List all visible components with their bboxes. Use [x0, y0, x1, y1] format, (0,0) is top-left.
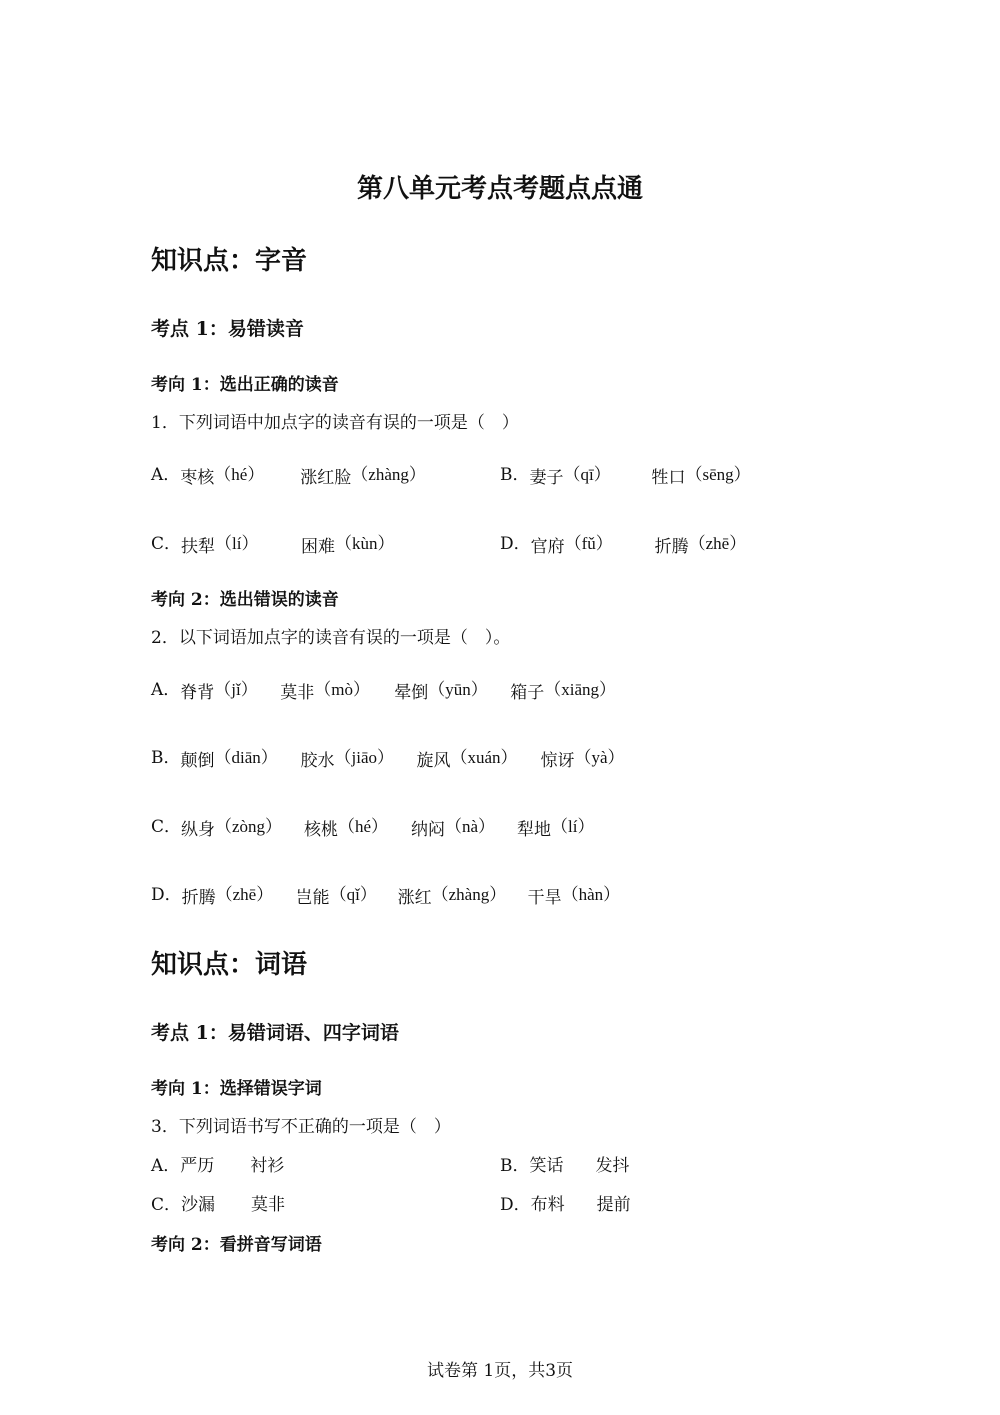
option-pinyin: （jiāo）	[334, 748, 394, 767]
q3-option-c	[151, 1190, 285, 1215]
option-word: 惊讶	[540, 751, 575, 771]
option-pinyin: （zhàng）	[431, 885, 507, 904]
option-letter: D．	[500, 1195, 531, 1215]
option-pinyin: （zhē）	[215, 885, 274, 904]
option-pinyin: （lí）	[551, 817, 595, 836]
option-word: 严历	[180, 1156, 215, 1176]
option-word: 官府	[530, 537, 565, 557]
option-word: 核桃	[304, 820, 339, 840]
option-word: 脊背	[180, 683, 215, 703]
option-letter: D．	[500, 534, 531, 554]
option-letter: B．	[500, 1156, 530, 1176]
question-stem: 1．下列词语中加点字的读音有误的一项是（ ）	[151, 413, 519, 433]
option-word: 涨红	[397, 888, 432, 908]
q2-option-d	[151, 880, 621, 908]
option-pinyin: （jǐ）	[214, 680, 258, 699]
question-stem: 2．以下词语加点字的读音有误的一项是（ ）。	[151, 628, 511, 648]
kaoxiang-heading: 考向 1：选出正确的读音	[151, 375, 339, 395]
option-word: 纳闷	[411, 820, 446, 840]
option-pinyin: （fǔ）	[564, 534, 613, 553]
question-stem: 3．下列词语书写不正确的一项是（ ）	[151, 1117, 451, 1137]
option-word: 犁地	[517, 820, 552, 840]
q3-option-a	[151, 1151, 284, 1176]
option-word: 涨红脸	[300, 468, 352, 488]
option-pinyin: （qǐ）	[329, 885, 377, 904]
option-word: 扶犁	[181, 537, 216, 557]
option-word: 胶水	[300, 751, 335, 771]
option-word: 枣核	[180, 468, 215, 488]
q2-option-b	[151, 743, 625, 771]
option-pinyin: （mò）	[314, 680, 371, 699]
option-pinyin: （hé）	[338, 817, 389, 836]
option-word: 箱子	[510, 683, 545, 703]
option-letter: C．	[151, 534, 182, 554]
q1-option-b	[500, 460, 751, 488]
option-word: 折腾	[654, 537, 689, 557]
q1-option-c	[151, 529, 395, 557]
option-letter: C．	[151, 1195, 182, 1215]
option-pinyin: （kùn）	[335, 534, 395, 553]
option-word: 岂能	[295, 888, 330, 908]
option-word: 妻子	[529, 468, 564, 488]
option-letter: A．	[151, 1156, 181, 1176]
option-word: 旋风	[416, 751, 451, 771]
option-word: 晕倒	[394, 683, 429, 703]
option-letter: B．	[151, 748, 181, 768]
kaoxiang-heading: 考向 2：选出错误的读音	[151, 590, 339, 610]
option-pinyin: （sēng）	[685, 465, 751, 484]
section-heading-pronunciation: 知识点：字音	[151, 246, 308, 276]
option-word: 衬衫	[250, 1156, 285, 1176]
page-footer: 试卷第 1页，共3页	[426, 1361, 574, 1381]
kaoxiang-heading: 考向 2：看拼音写词语	[151, 1235, 322, 1255]
q1-option-d	[500, 529, 747, 557]
q3-option-d	[500, 1190, 631, 1215]
option-pinyin: （lí）	[215, 534, 259, 553]
option-pinyin: （xiāng）	[544, 680, 617, 699]
option-word: 困难	[301, 537, 336, 557]
section-heading-words: 知识点：词语	[151, 950, 308, 980]
q2-option-a	[151, 675, 617, 703]
kaodian-heading: 考点 1：易错读音	[151, 318, 304, 340]
option-letter: B．	[500, 465, 530, 485]
option-word: 折腾	[181, 888, 216, 908]
option-pinyin: （nà）	[445, 817, 496, 836]
option-word: 莫非	[251, 1195, 286, 1215]
option-pinyin: （yūn）	[428, 680, 488, 699]
option-pinyin: （yà）	[574, 748, 625, 767]
option-pinyin: （diān）	[214, 748, 278, 767]
option-word: 莫非	[280, 683, 315, 703]
kaodian-heading: 考点 1：易错词语、四字词语	[151, 1022, 399, 1044]
option-pinyin: （hàn）	[561, 885, 621, 904]
option-letter: A．	[151, 465, 181, 485]
option-letter: A．	[151, 680, 181, 700]
option-word: 纵身	[181, 820, 216, 840]
option-letter: C．	[151, 817, 182, 837]
option-word: 牲口	[651, 468, 686, 488]
option-pinyin: （zhàng）	[351, 465, 426, 484]
option-word: 笑话	[529, 1156, 564, 1176]
option-word: 颠倒	[180, 751, 215, 771]
option-pinyin: （zhē）	[688, 534, 747, 553]
option-word: 沙漏	[181, 1195, 216, 1215]
option-pinyin: （qī）	[563, 465, 611, 484]
q2-option-c	[151, 812, 595, 840]
option-word: 布料	[530, 1195, 565, 1215]
q3-option-b	[500, 1151, 630, 1176]
option-letter: D．	[151, 885, 182, 905]
option-pinyin: （xuán）	[450, 748, 518, 767]
option-word: 发抖	[595, 1156, 630, 1176]
option-word: 干旱	[527, 888, 562, 908]
q1-option-a	[151, 460, 426, 488]
option-pinyin: （zòng）	[215, 817, 283, 836]
option-word: 提前	[596, 1195, 631, 1215]
page-title: 第八单元考点考题点点通	[356, 174, 643, 204]
kaoxiang-heading: 考向 1：选择错误字词	[151, 1079, 322, 1099]
option-pinyin: （hé）	[214, 465, 265, 484]
